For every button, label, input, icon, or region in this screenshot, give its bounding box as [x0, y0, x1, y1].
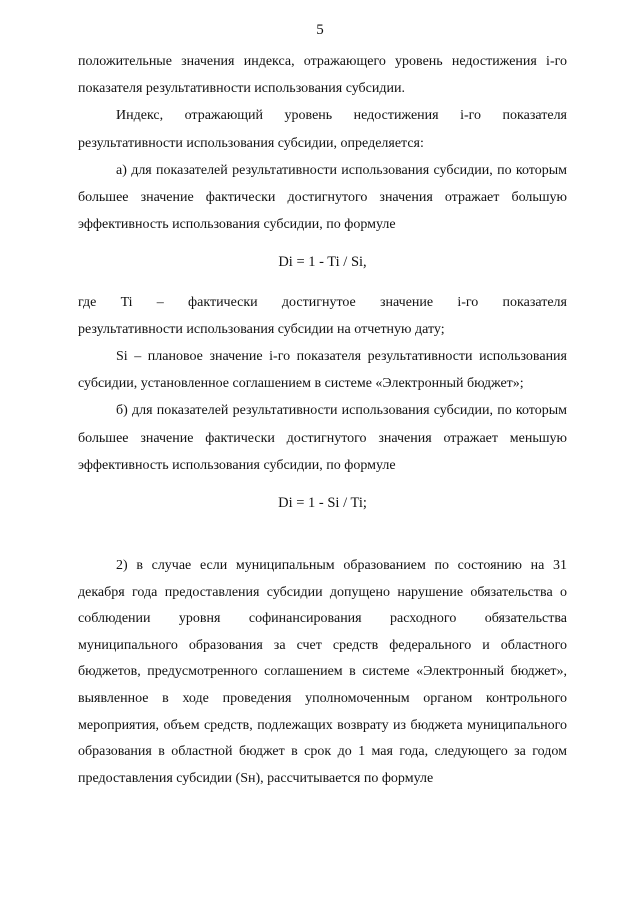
formula-b: Di = 1 - Si / Ti; — [278, 495, 367, 512]
paragraph-case-a: а) для показателей результативности использования субсидии, по которым большее значение фактически достигнутого значения отражает большую эффективность использования субсидии, по формуле — [78, 162, 567, 233]
paragraph-where-ti: где Ti – фактически достигнутое значение i-го показателя результативности использования субсидии на отчетную дату; — [78, 294, 571, 337]
paragraph-case-b: б) для показателей результативности использования субсидии, по которым большее значение фактически достигнутого значения отражает меньшую эффективность использования субсидии, по формуле — [78, 403, 567, 473]
page-number: 5 — [316, 22, 324, 38]
formula-a: Di = 1 - Ti / Si, — [278, 254, 367, 271]
document-body-lower — [78, 553, 567, 792]
document-body-upper — [78, 48, 571, 517]
paragraph-continuation: положительные значения индекса, отражающего уровень недостижения i-го показателя результативности использования субсидии. — [78, 54, 567, 97]
paragraph-index-intro: Индекс, отражающий уровень недостижения i-го показателя результативности использования субсидии, определяется: — [78, 108, 567, 151]
paragraph-item-2: 2) в случае если муниципальным образованием по состоянию на 31 декабря года предоставления субсидии допущено нарушение обязательства о соблюдении уровня софинансирования расходного обязательства муниципального образования за счет средств федерального и областного бюджетов, предусмотренного соглашением в системе «Электронный бюджет», выявленное в ходе проведения уполномоченным органом контрольного мероприятия, объем средств, подлежащих возврату из бюджета муниципального образования в областной бюджет в срок до 1 мая года, следующего за годом предоставления субсидии (Sн), рассчитывается по формуле — [78, 558, 567, 786]
paragraph-si: Si – плановое значение i-го показателя результативности использования субсидии, установленное соглашением в системе «Электронный бюджет»; — [78, 349, 567, 392]
